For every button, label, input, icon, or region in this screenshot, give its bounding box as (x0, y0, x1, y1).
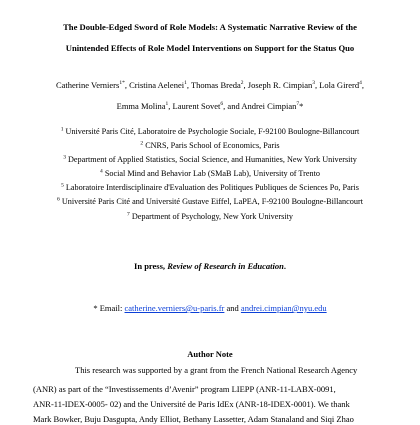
affiliation-4: $^4$ Social Mind and Behavior Lab (SMaB Lab), University of Trento (100, 168, 320, 178)
author-note-line: Mark Bowker, Buju Dasgupta, Andy Elliot, Bethany Lassetter, Adam Stanaland and Siqi Zhao (33, 414, 354, 424)
affiliation-3: $^3$ Department of Applied Statistics, Social Science, and Humanities, New York University (63, 154, 357, 164)
author-note-line: ANR-11-IDEX-0005- 02) and the Université de Paris IdEx (ANR-18-IDEX-0001). We thank (33, 399, 350, 409)
author-affiliation-marker: 6 (220, 101, 224, 108)
author-affiliation-marker: 1 (165, 101, 169, 108)
author-name: Laurent Sovet (172, 101, 221, 111)
author-note-line: This research was supported by a grant from the French National Research Agency (75, 365, 358, 375)
email-link-cimpian[interactable]: andrei.cimpian@nyu.edu (240, 303, 327, 313)
affiliation-5: $^5$ Laboratoire Interdisciplinaire d'Evaluation des Politiques Publiques de Sciences Po, Paris (61, 182, 359, 192)
affiliation-2: $^2$ CNRS, Paris School of Economics, Paris (140, 140, 280, 150)
author-name: Andrei Cimpian (241, 101, 297, 111)
author-name: Cristina Aelenei (129, 80, 185, 90)
author-name: Thomas Breda (190, 80, 241, 90)
affiliation-6: $^6$ Université Paris Cité and Université Gustave Eiffel, LaPEA, F-92100 Boulogne-Billancourt (57, 196, 363, 206)
author-note-heading: Author Note (187, 349, 233, 359)
publication-status: In press, Review of Research in Education. (134, 261, 286, 271)
author-name: Catherine Verniers (55, 80, 120, 90)
author-list-line-1: Catherine Verniers$^{1*}$, Cristina Aelenei$^1$, Thomas Breda$^2$, Joseph R. Cimpian$^3$, Lola Girerd$^4$, (55, 80, 364, 90)
author-list-line-2: Emma Molina$^1$, Laurent Sovet$^6$, and Andrei Cimpian$^7$* (116, 101, 304, 111)
corresponding-email: * Email: catherine.verniers@u-paris.fr and andrei.cimpian@nyu.edu (93, 303, 327, 313)
author-name: Emma Molina (116, 101, 166, 111)
affiliation-1: $^1$ Université Paris Cité, Laboratoire de Psychologie Sociale, F-92100 Boulogne-Billancourt (60, 126, 360, 136)
email-link-verniers[interactable]: catherine.verniers@u-paris.fr (124, 303, 225, 313)
journal-name: Review of Research in Education (167, 261, 284, 271)
author-affiliation-marker: 4 (359, 80, 362, 87)
author-note-line: (ANR) as part of the “Investissements d’Avenir” program LIEPP (ANR-11-LABX-0091, (33, 384, 336, 394)
paper-title-line-2: Unintended Effects of Role Model Interventions on Support for the Status Quo (65, 43, 355, 53)
author-affiliation-marker: 3 (312, 80, 315, 87)
author-affiliation-marker: 1* (119, 80, 125, 87)
author-affiliation-marker: 7 (296, 101, 300, 108)
affiliation-7: $^7$ Department of Psychology, New York University (127, 211, 293, 221)
author-affiliation-marker: 2 (240, 80, 244, 87)
paper-title-line-1: The Double-Edged Sword of Role Models: A Systematic Narrative Review of the (63, 22, 357, 32)
author-name: Lola Girerd (319, 80, 360, 90)
author-name: Joseph R. Cimpian (247, 80, 313, 90)
author-affiliation-marker: 1 (184, 80, 187, 87)
